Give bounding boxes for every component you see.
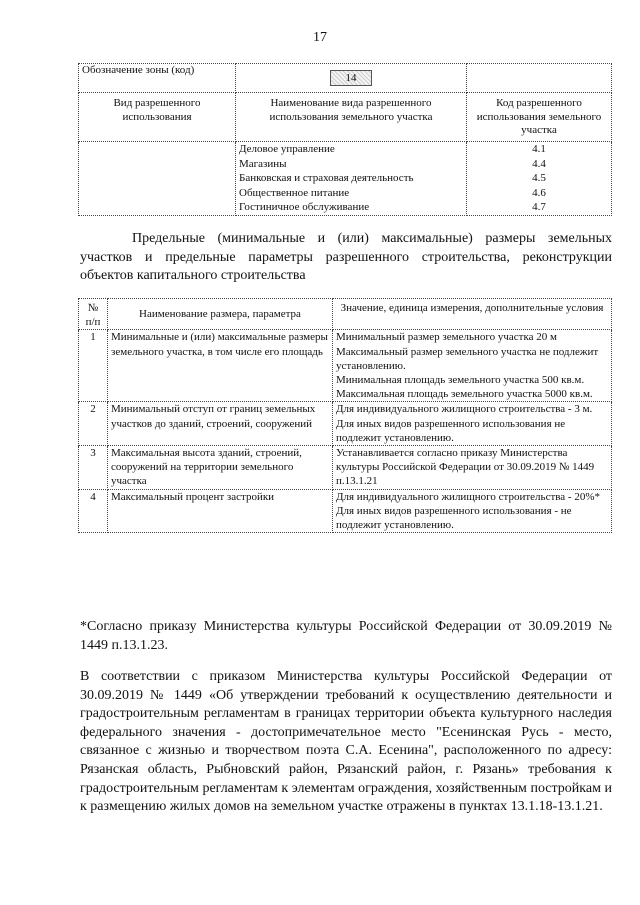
page-number: 17 [313,30,327,45]
closing-paragraph: В соответствии с приказом Министерства культуры Российской Федерации от 30.09.2019 № 1449 «Об утверждении требований к осуществлению деятельности и градостроительным регламентам в границах территории объекта культурного наследия федерального значения - достопримечательное место "Есенинская Русь - место, связанное с жизнью и творчеством поэта С.А. Есенина", расположенного по адресу: Рязанская область, Рыбновский район, Рязанский район, г. Рязань» требования к градостроительным регламентам к элементам ограждения, хозяйственным постройкам и к размещению жилых домов на земельном участке отражены в пунктах 13.1.18-13.1.21. [80,669,612,815]
param-value: Минимальный размер земельного участка 20 м [336,331,557,344]
zone-code-row [79,64,612,93]
param-values [333,446,612,490]
header-param-value: Значение, единица измерения, дополнительные условия [333,299,612,330]
param-value: Минимальная площадь земельного участка 500 кв.м. [336,374,585,387]
param-value: Максимальная площадь земельного участка 5000 кв.м. [336,388,593,401]
row-num: 2 [79,402,108,446]
zone-code: 14 [330,70,372,86]
table-row [79,446,612,490]
param-name: Максимальный процент застройки [108,489,333,533]
use-name: Общественное питание [239,186,350,199]
param-name: Максимальная высота зданий, строений, сооружений на территории земельного участка [108,446,333,490]
zone-label: Обозначение зоны (код) [79,64,236,93]
use-name: Гостиничное обслуживание [239,201,370,214]
table-row [79,330,612,402]
params-table-header [79,299,612,330]
footnote: *Согласно приказу Министерства культуры Российской Федерации от 30.09.2019 № 1449 п.13.1.23. [80,619,612,653]
use-codes-list [467,142,612,216]
param-values [333,330,612,402]
header-param-name: Наименование размера, параметра [108,299,333,330]
param-value: Для иных видов разрешенного использования - не подлежит установлению. [336,504,572,532]
use-code: 4.4 [532,157,546,170]
section-heading: Предельные (минимальные и (или) максимальные) размеры земельных участков и предельные параметры разрешенного строительства, реконструкции объектов капитального строительства [80,231,612,283]
zone-uses-row [79,142,612,216]
param-name: Минимальный отступ от границ земельных участков до зданий, строений, сооружений [108,402,333,446]
use-code: 4.5 [532,172,546,185]
table-row [79,489,612,533]
use-name: Магазины [239,157,287,170]
use-names-list [236,142,467,216]
table-row [79,402,612,446]
use-name: Деловое управление [239,143,335,155]
row-num: 4 [79,489,108,533]
zone-table-header [79,93,612,142]
use-code: 4.7 [532,201,546,214]
param-name: Минимальные и (или) максимальные размеры земельного участка, в том числе его площадь [108,330,333,402]
param-value: Устанавливается согласно приказу Министерства культуры Российской Федерации от 30.09.2019 № 1449 п.13.1.21 [336,447,595,488]
param-value: Для индивидуального жилищного строительства - 20%* [336,490,601,503]
param-values [333,489,612,533]
param-values [333,402,612,446]
use-code: 4.1 [532,143,546,155]
header-use-type: Вид разрешенного использования [79,93,236,142]
use-code: 4.6 [532,186,546,199]
param-value: Для индивидуального жилищного строительства - 3 м. [336,403,593,416]
use-name: Банковская и страховая деятельность [239,172,414,185]
header-use-name: Наименование вида разрешенного использования земельного участка [236,93,467,142]
header-num: № п/п [79,299,108,330]
param-value: Для иных видов разрешенного использования не подлежит установлению. [336,417,566,444]
param-value: Максимальный размер земельного участка не подлежит установлению. [336,345,599,372]
header-use-code: Код разрешенного использования земельного участка [467,93,612,142]
params-table [78,298,612,533]
row-num: 3 [79,446,108,490]
row-num: 1 [79,330,108,402]
zone-uses-table [78,63,612,216]
